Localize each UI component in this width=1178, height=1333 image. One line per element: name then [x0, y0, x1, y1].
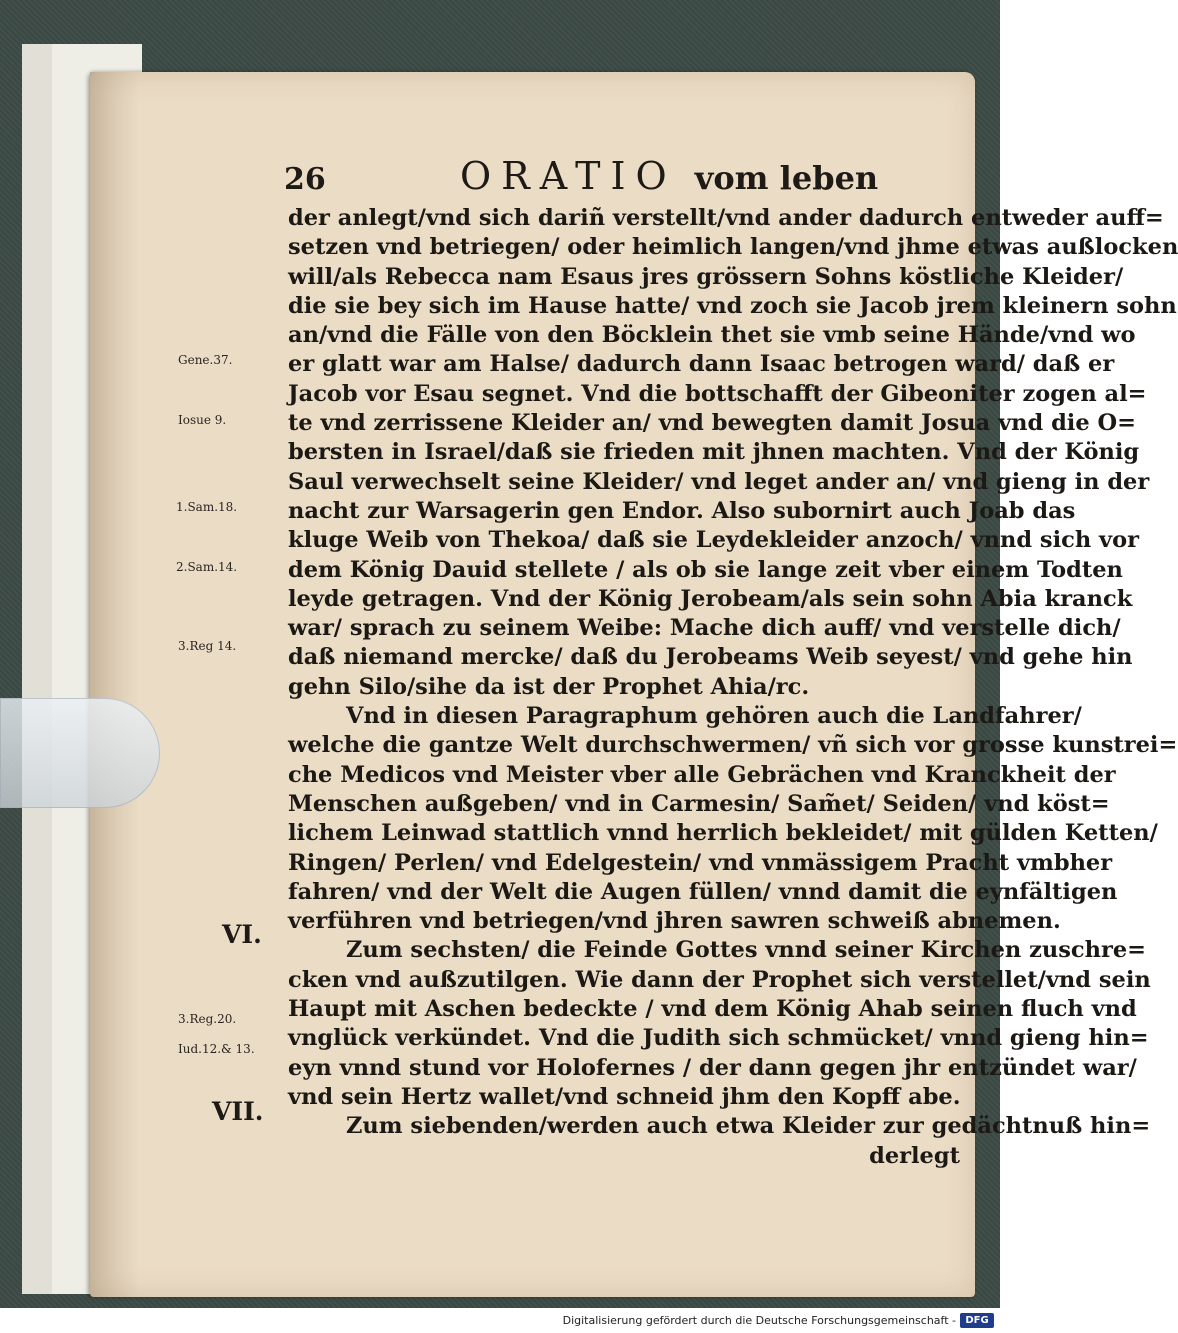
text-line: war/ sprach zu seinem Weibe: Mache dich auff/ vnd verstelle dich/: [288, 615, 1121, 642]
text-line: vnd sein Hertz wallet/vnd schneid jhm den Kopff abe.: [288, 1083, 961, 1110]
page-spine-shadow: [90, 72, 140, 1297]
margin-note-josue: Iosue 9.: [178, 413, 227, 427]
footer-bar: [0, 1308, 1000, 1333]
text-line: Saul verwechselt seine Kleider/ vnd leget ander an/ vnd gieng in der: [288, 468, 1150, 495]
text-line: Haupt mit Aschen bedeckte / vnd dem König Ahab seinen fluch vnd: [288, 996, 1137, 1023]
funding-credit: Digitalisierung gefördert durch die Deutsche Forschungsgemeinschaft -: [562, 1314, 956, 1327]
margin-note-reg-20: 3.Reg.20.: [178, 1012, 237, 1026]
text-line: dem König Dauid stellete / als ob sie lange zeit vber einem Todten: [288, 556, 1123, 583]
margin-note-genesis: Gene.37.: [178, 353, 233, 367]
text-line: welche die gantze Welt durchschwermen/ vñ sich vor grosse kunstrei=: [288, 732, 1178, 759]
paragraph-start-line: Zum sechsten/ die Feinde Gottes vnnd seiner Kirchen zuschre=: [346, 937, 1147, 964]
text-line: verführen vnd betriegen/vnd jhren sawren schweiß abnemen.: [288, 908, 1061, 935]
flyleaf-edge: [22, 44, 52, 1294]
text-line: eyn vnnd stund vor Holofernes / der dann gegen jhr entzündet war/: [288, 1054, 1137, 1081]
text-line: fahren/ vnd der Welt die Augen füllen/ vnnd damit die eynfältigen: [288, 878, 1118, 905]
text-line: leyde getragen. Vnd der König Jerobeam/als sein sohn Abia kranck: [288, 585, 1133, 612]
text-line: vnglück verkündet. Vnd die Judith sich schmücket/ vnnd gieng hin=: [288, 1025, 1149, 1052]
body-text: [288, 204, 1178, 1171]
paragraph-start-line: Vnd in diesen Paragraphum gehören auch die Landfahrer/: [346, 703, 1082, 730]
text-line: der anlegt/vnd sich dariñ verstellt/vnd ander dadurch entweder auff=: [288, 205, 1164, 231]
text-line: Ringen/ Perlen/ vnd Edelgestein/ vnd vnmässigem Pracht vmbher: [288, 849, 1113, 876]
text-line: daß niemand mercke/ daß du Jerobeams Weib seyest/ vnd gehe hin: [288, 644, 1133, 671]
text-line: will/als Rebecca nam Esaus jres grössern Sohns köstliche Kleider/: [288, 263, 1124, 290]
text-line: setzen vnd betriegen/ oder heimlich langen/vnd jhme etwas außlocken: [288, 234, 1178, 261]
margin-note-judith: Iud.12.& 13.: [178, 1042, 255, 1056]
text-line: cken vnd außzutilgen. Wie dann der Prophet sich verstellet/vnd sein: [288, 966, 1151, 993]
text-line: te vnd zerrissene Kleider an/ vnd bewegten damit Josua vnd die O=: [288, 410, 1136, 437]
margin-note-samuel-18: 1.Sam.18.: [176, 500, 238, 514]
dfg-logo: DFG: [960, 1313, 994, 1328]
margin-numeral-vii: VII.: [212, 1097, 264, 1126]
text-line: bersten in Israel/daß sie frieden mit jhnen machten. Vnd der König: [288, 439, 1140, 466]
text-line: er glatt war am Halse/ dadurch dann Isaac betrogen ward/ daß er: [288, 351, 1115, 378]
page-number: 26: [284, 162, 326, 197]
text-line: lichem Leinwad stattlich vnnd herrlich bekleidet/ mit gülden Ketten/: [288, 820, 1158, 847]
running-title-caps: ORATIO: [460, 154, 677, 198]
text-line: nacht zur Warsagerin gen Endor. Also subornirt auch Joab das: [288, 497, 1076, 524]
text-line: gehn Silo/sihe da ist der Prophet Ahia/rc.: [288, 673, 810, 700]
text-line: an/vnd die Fälle von den Böcklein thet sie vmb seine Hände/vnd wo: [288, 322, 1136, 349]
text-line: Jacob vor Esau segnet. Vnd die bottschafft der Gibeoniter zogen al=: [288, 380, 1147, 407]
margin-numeral-vi: VI.: [222, 920, 262, 949]
margin-note-reg-14: 3.Reg 14.: [178, 639, 237, 653]
text-line: Menschen außgeben/ vnd in Carmesin/ Sam̃et/ Seiden/ vnd köst=: [288, 790, 1110, 817]
text-line: kluge Weib von Thekoa/ daß sie Leydekleider anzoch/ vnnd sich vor: [288, 527, 1139, 554]
running-title: [460, 154, 878, 198]
catchword: derlegt: [869, 1142, 960, 1169]
paragraph-start-line: Zum siebenden/werden auch etwa Kleider zur gedächtnuß hin=: [346, 1113, 1151, 1140]
running-title-rest: vom leben: [694, 159, 879, 197]
text-line: die sie bey sich im Hause hatte/ vnd zoch sie Jacob jrem kleinern sohn: [288, 292, 1177, 319]
bookmark-tab: [0, 698, 160, 808]
text-line: che Medicos vnd Meister vber alle Gebrächen vnd Kranckheit der: [288, 761, 1116, 788]
page-header: [280, 154, 950, 200]
margin-note-samuel-14: 2.Sam.14.: [176, 560, 238, 574]
